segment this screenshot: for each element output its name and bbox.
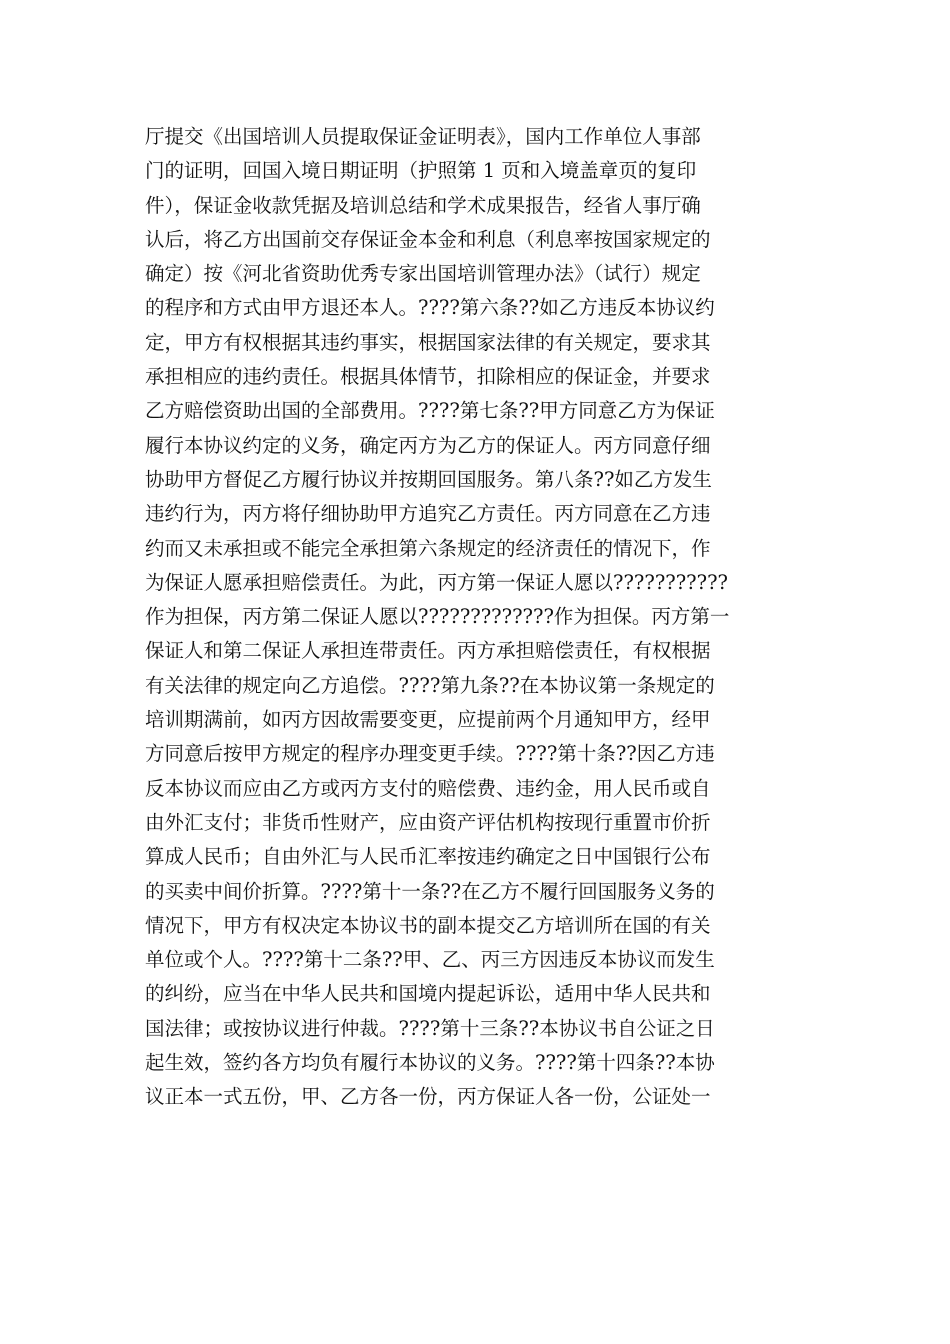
text-line: 方同意后按甲方规定的程序办理变更手续。????第十条??因乙方违 [145, 742, 715, 766]
text-line: 单位或个人。????第十二条??甲、乙、丙三方因违反本协议而发生 [145, 948, 715, 972]
text-line: 有关法律的规定向乙方追偿。????第九条??在本协议第一条规定的 [145, 673, 715, 697]
text-line: 情况下，甲方有权决定本协议书的副本提交乙方培训所在国的有关 [145, 913, 711, 937]
text-line: 的买卖中间价折算。????第十一条??在乙方不履行回国服务义务的 [145, 879, 715, 903]
text-line: 起生效，签约各方均负有履行本协议的义务。????第十四条??本协 [145, 1051, 715, 1075]
text-line: 的纠纷，应当在中华人民共和国境内提起诉讼，适用中华人民共和 [145, 982, 711, 1006]
text-line: 确定）按《河北省资助优秀专家出国培训管理办法》（试行）规定 [145, 262, 701, 286]
text-line: 厅提交《出国培训人员提取保证金证明表》，国内工作单位人事部 [145, 125, 701, 148]
text-line: 由外汇支付；非货币性财产，应由资产评估机构按现行重置市价折 [145, 810, 711, 834]
text-line: 算成人民币；自由外汇与人民币汇率按违约确定之日中国银行公布 [145, 845, 711, 869]
text-line: 门的证明，回国入境日期证明（护照第 1 页和入境盖章页的复印 [145, 159, 697, 183]
text-line: 的程序和方式由甲方退还本人。????第六条??如乙方违反本协议约 [145, 296, 715, 320]
text-line: 保证人和第二保证人承担连带责任。丙方承担赔偿责任，有权根据 [145, 639, 711, 663]
text-line: 议正本一式五份，甲、乙方各一份，丙方保证人各一份，公证处一 [145, 1085, 711, 1109]
text-line: 约而又未承担或不能完全承担第六条规定的经济责任的情况下，作 [145, 536, 711, 560]
text-line: 认后，将乙方出国前交存保证金本金和利息（利息率按国家规定的 [145, 227, 711, 251]
text-line: 为保证人愿承担赔偿责任。为此，丙方第一保证人愿以??????????? [145, 570, 729, 594]
text-line: 承担相应的违约责任。根据具体情节，扣除相应的保证金，并要求 [145, 365, 711, 389]
text-line: 乙方赔偿资助出国的全部费用。????第七条??甲方同意乙方为保证 [145, 399, 715, 423]
text-line: 件），保证金收款凭据及培训总结和学术成果报告，经省人事厅确 [145, 193, 701, 217]
text-line: 作为担保，丙方第二保证人愿以?????????????作为担保。丙方第一 [145, 605, 730, 629]
text-line: 违约行为，丙方将仔细协助甲方追究乙方责任。丙方同意在乙方违 [145, 502, 711, 526]
text-line: 反本协议而应由乙方或丙方支付的赔偿费、违约金，用人民币或自 [145, 776, 711, 800]
text-line: 国法律；或按协议进行仲裁。????第十三条??本协议书自公证之日 [145, 1016, 715, 1040]
body-text [145, 120, 815, 1115]
text-line: 协助甲方督促乙方履行协议并按期回国服务。第八条??如乙方发生 [145, 467, 712, 491]
text-line: 履行本协议约定的义务，确定丙方为乙方的保证人。丙方同意仔细 [145, 433, 711, 457]
text-line: 培训期满前，如丙方因故需要变更，应提前两个月通知甲方，经甲 [145, 708, 711, 732]
text-line: 定，甲方有权根据其违约事实，根据国家法律的有关规定，要求其 [145, 330, 711, 354]
